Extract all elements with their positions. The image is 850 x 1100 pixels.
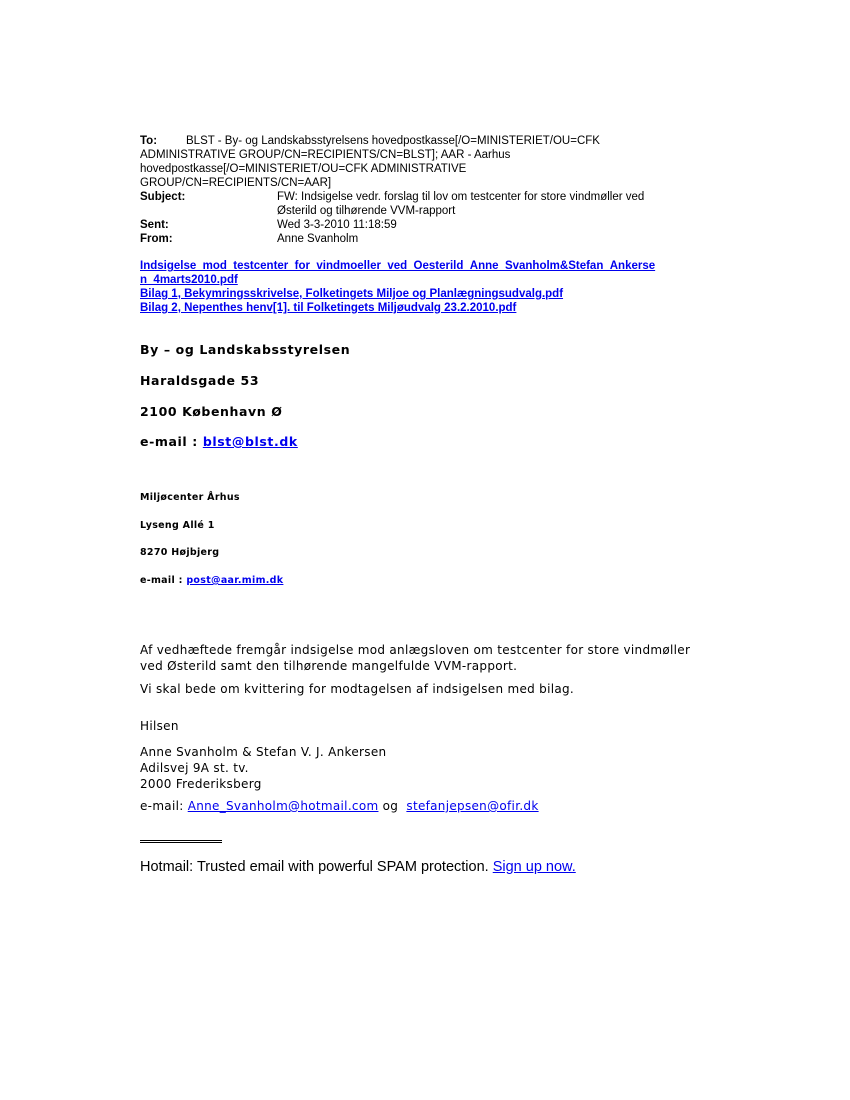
recipient1-street: Haraldsgade 53	[140, 373, 260, 388]
subject-value-line2: Østerild og tilhørende VVM-rapport	[277, 205, 456, 217]
greeting: Hilsen	[140, 719, 179, 733]
subject-value-line1: FW: Indsigelse vedr. forslag til lov om testcenter for store vindmøller ved	[277, 191, 645, 203]
footer-divider	[140, 840, 222, 843]
body-paragraph-1	[140, 642, 730, 674]
recipient1-email-link[interactable]: blst@blst.dk	[202, 434, 298, 449]
sender-city: 2000 Frederiksberg	[140, 777, 262, 791]
recipient1-name: By – og Landskabsstyrelsen	[140, 342, 351, 357]
sender-names: Anne Svanholm & Stefan V. J. Ankersen	[140, 745, 387, 759]
to-value-line2: ADMINISTRATIVE GROUP/CN=RECIPIENTS/CN=BLST]; AAR - Aarhus	[140, 149, 511, 161]
recipient2-email-link[interactable]: post@aar.mim.dk	[186, 575, 284, 586]
to-value-line1: BLST - By- og Landskabsstyrelsens hovedpostkasse[/O=MINISTERIET/OU=CFK	[186, 135, 600, 147]
attachment-1-line2: n_4marts2010.pdf	[140, 274, 238, 286]
recipient2-city: 8270 Højbjerg	[140, 547, 220, 558]
to-label: To:	[140, 135, 158, 147]
from-value: Anne Svanholm	[277, 233, 359, 245]
sent-label: Sent:	[140, 219, 169, 231]
body-paragraph-2: Vi skal bede om kvittering for modtagelsen af indsigelsen med bilag.	[140, 682, 575, 696]
to-value-line4: GROUP/CN=RECIPIENTS/CN=AAR]	[140, 177, 332, 189]
attachment-link-1[interactable]	[140, 259, 720, 287]
from-field	[140, 232, 720, 246]
sender-email-label: e-mail:	[140, 799, 184, 813]
attachment-1-line1: Indsigelse_mod_testcenter_for_vindmoeller_ved_Oesterild_Anne_Svanholm&Stefan_Ankerse	[140, 260, 656, 272]
footer-text: Hotmail: Trusted email with powerful SPAM protection.	[140, 859, 489, 875]
recipient2-street: Lyseng Allé 1	[140, 520, 215, 531]
attachment-link-3[interactable]: Bilag 2, Nepenthes henv[1]. til Folketingets Miljøudvalg 23.2.2010.pdf	[140, 302, 517, 314]
body-paragraph-1-line2: ved Østerild samt den tilhørende mangelfulde VVM-rapport.	[140, 659, 518, 673]
recipient1-email-label: e-mail :	[140, 434, 198, 449]
hotmail-footer	[140, 859, 576, 875]
sender-street: Adilsvej 9A st. tv.	[140, 761, 249, 775]
sender-email-link-2[interactable]: stefanjepsen@ofir.dk	[406, 799, 539, 813]
recipient1-email-line	[140, 434, 298, 449]
sender-email-link-1[interactable]: Anne_Svanholm@hotmail.com	[187, 799, 379, 813]
body-paragraph-1-line1: Af vedhæftede fremgår indsigelse mod anlægsloven om testcenter for store vindmøller	[140, 643, 691, 657]
sent-value: Wed 3-3-2010 11:18:59	[277, 219, 397, 231]
sent-field	[140, 218, 720, 232]
sender-email-line	[140, 798, 730, 814]
attachment-list	[140, 259, 720, 315]
recipient2-email-label: e-mail :	[140, 575, 183, 586]
recipient1-city: 2100 København Ø	[140, 404, 283, 419]
subject-field	[140, 190, 720, 218]
sign-up-link[interactable]: Sign up now.	[492, 859, 576, 875]
recipient2-email-line	[140, 575, 283, 586]
recipient2-name: Miljøcenter Århus	[140, 492, 240, 503]
attachment-link-2[interactable]: Bilag 1, Bekymringsskrivelse, Folketingets Miljoe og Planlægningsudvalg.pdf	[140, 288, 564, 300]
to-value-line3: hovedpostkasse[/O=MINISTERIET/OU=CFK ADMINISTRATIVE	[140, 163, 467, 175]
signature-block	[140, 744, 730, 792]
from-label: From:	[140, 233, 173, 245]
subject-label: Subject:	[140, 191, 186, 203]
sender-email-join: og	[382, 799, 399, 813]
to-field	[140, 134, 700, 190]
